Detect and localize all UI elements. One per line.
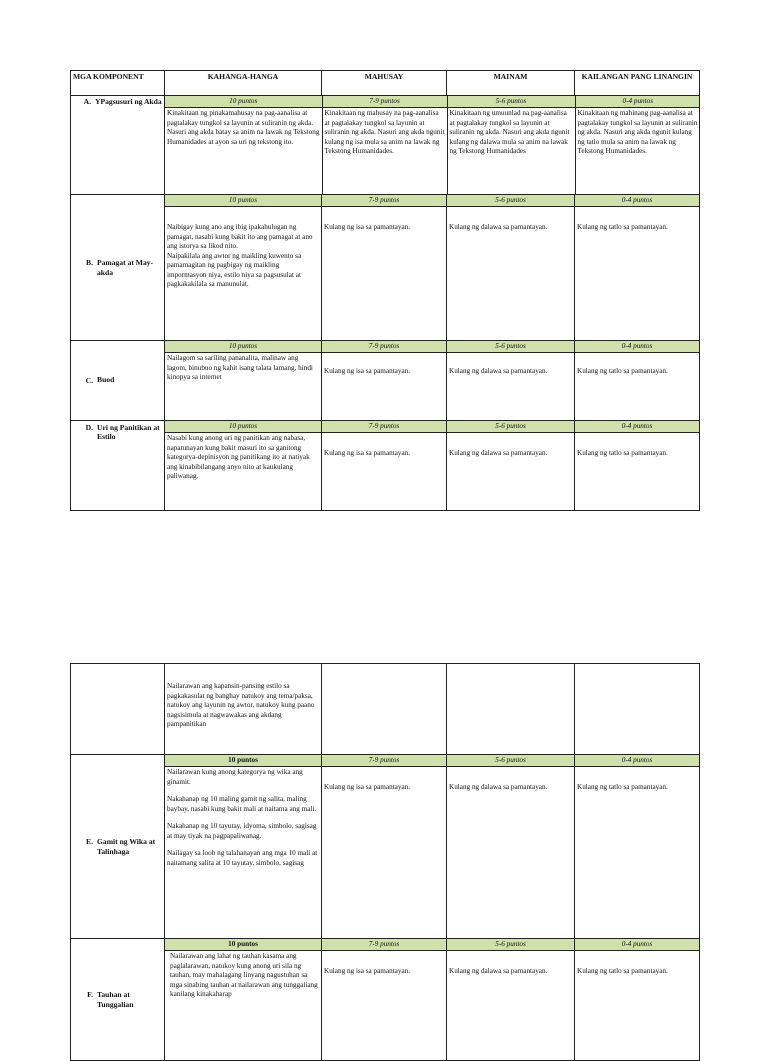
desc-f-level-4: Kulang ng tatlo sa pamantayan.	[575, 951, 700, 1061]
rubric-row-e	[71, 767, 700, 939]
desc-a-level-3: Kinakitaan ng umuunlad na pag-aanalisa at pagtalakay tungkol sa layunin at suliranin ng akda. Nasuri ang akda ngunit kulang ng dalawa mula sa anim na lawak ng Tekstong Humanidades	[447, 108, 575, 194]
desc-d-level-2: Kulang ng isa sa pamantayan.	[322, 433, 447, 511]
component-letter: F.	[87, 990, 93, 1000]
points-level-1: 10 puntos	[165, 341, 322, 353]
component-letter: B.	[86, 258, 93, 268]
points-level-4: 0-4 puntos	[575, 421, 700, 433]
desc-a-level-4: Kinakitaan ng mahinang pag-aanalisa at pagtalakay tungkol sa layunin at suliranin ng akda. Nasuri ang akda ngunit kulang ng tatlo mula sa anim na lawak ng Tekstong Humanidades.	[577, 109, 698, 155]
component-name: Buod	[97, 375, 115, 384]
header-level-1: KAHANGA-HANGA	[165, 71, 322, 96]
points-row-b	[71, 195, 700, 207]
desc-a-level-2: Kinakitaan ng mahusay na pag-aanalisa at pagtalakay tungkol sa layunin at suliranin ng akda. Nasuri ang akda ngunit kulang ng isa mula sa anim na lawak ng Tekstong Humanidades.	[322, 108, 447, 194]
desc-b-level-4: Kulang ng tatlo sa pamantayan.	[575, 207, 700, 341]
points-level-3: 5-6 puntos	[447, 341, 575, 353]
header-component: MGA KOMPONENT	[71, 71, 165, 96]
desc-b-level-3: Kulang ng dalawa sa pamantayan.	[447, 207, 575, 341]
desc-c-level-3: Kulang ng dalawa sa pamantayan.	[447, 353, 575, 421]
component-cell-empty	[71, 664, 165, 755]
desc-a-level-1: Kinakitaan ng pinakamahusay na pag-aanalisa at pagtalakay tungkol sa layunin at suliranin ng akda. Nasuri ang akda batay sa anim na lawak ng Tekstong Humanidades at ayon sa uri ng tekstong ito.	[165, 108, 322, 194]
component-cell-e	[71, 755, 165, 939]
points-row-f	[71, 939, 700, 951]
component-letter: C.	[85, 376, 93, 385]
rubric-row-c	[71, 353, 700, 421]
component-cell-a	[71, 96, 165, 195]
rubric-row-b	[71, 207, 700, 341]
component-letter: A.	[83, 97, 91, 106]
component-name: Uri ng Panitikan at Estilo	[97, 423, 160, 442]
rubric-row-f	[71, 951, 700, 1061]
points-level-1: 10 puntos	[165, 939, 322, 951]
desc-d-level-3: Kulang ng dalawa sa pamantayan.	[447, 433, 575, 511]
points-level-3: 5-6 puntos	[447, 939, 575, 951]
component-cell-c	[71, 341, 165, 421]
points-level-4: 0-4 puntos	[575, 341, 700, 353]
points-row-e	[71, 755, 700, 767]
rubric-table-part-1	[70, 70, 700, 511]
desc-b-paragraph-2: Naipakilala ang awtor ng maikling kuwento sa pamamagitan ng pagbigay ng maikling impormasyon niya, estilo niya sa pagsusulat at pagkakakilala sa manunulat.	[167, 251, 302, 288]
header-level-4: KAILANGAN PANG LINANGIN	[575, 71, 700, 96]
desc-e-paragraph-3: Nakahanap ng 10 tayutay, idyoma, simbolo, sagisag at may tiyak na pagpapaliwanag.	[167, 822, 317, 840]
desc-d-level-1: Nasabi kung anong uri ng panitikan ang nabasa, napatunayan kung bakit masuri ito sa ganitong kategorya-depinisyon ng panitikang ito at natiyak ang kinabibilangang anyo nito at kaukulang paliwanag.	[165, 433, 322, 511]
rubric-row-d	[71, 433, 700, 511]
points-level-1: 10 puntos	[165, 96, 322, 108]
desc-e-paragraph-1: Nailarawan kung anong kategorya ng wika ang ginamit.	[167, 768, 303, 786]
points-row-d	[71, 421, 700, 433]
header-level-3: MAINAM	[447, 71, 575, 96]
points-level-4: 0-4 puntos	[575, 195, 700, 207]
desc-f-level-2: Kulang ng isa sa pamantayan.	[322, 951, 447, 1061]
points-level-3: 5-6 puntos	[447, 421, 575, 433]
component-cell-b	[71, 195, 165, 341]
empty-cell	[575, 664, 700, 755]
header-row	[71, 71, 700, 96]
desc-f-level-1: Nailarawan ang lahat ng tauhan kasama ang paglalarawan, natukoy kung anong uri sila ng tauhan, may mahalagang linyang nagustuhan sa mga sinabing tauhan at nailarawan ang tunggaliang kanilang kinakaharap	[165, 951, 322, 1061]
points-level-2: 7-9 puntos	[322, 421, 447, 433]
points-level-1: 10 puntos	[165, 421, 322, 433]
desc-e-level-3: Kulang ng dalawa sa pamantayan.	[447, 767, 575, 939]
points-level-2: 7-9 puntos	[322, 195, 447, 207]
points-level-2: 7-9 puntos	[322, 755, 447, 767]
desc-b-level-1	[165, 207, 322, 341]
component-name: Gamit ng Wika at Talinhaga	[97, 837, 156, 856]
points-level-2: 7-9 puntos	[322, 96, 447, 108]
component-name: Tauhan at Tunggalian	[97, 990, 134, 1009]
desc-d-continued: Nailarawan ang kapansin-pansing estilo sa pagkakasulat ng banghay natukoy ang tema/paksa, natukoy ang layunin ng awtor, natukoy kung paano nagsisimula at nagwawakas ang akdang pampanitikan	[165, 664, 322, 755]
points-strip	[165, 96, 700, 194]
rubric-row-d-continued	[71, 664, 700, 755]
desc-c-level-4: Kulang ng tatlo sa pamantayan.	[575, 353, 700, 421]
component-cell-d	[71, 421, 165, 511]
desc-e-paragraph-4: Nailagay sa loob ng talahanayan ang mga 10 mali at naitamang salita at 10 tayutay, simbolo, sagisag	[167, 849, 318, 867]
desc-e-level-4: Kulang ng tatlo sa pamantayan.	[575, 767, 700, 939]
desc-b-paragraph-1: Naibigay kung ano ang ibig ipakahulugan ng pamagat, nasabi kung bakit ito ang pamagat at ano ang istorya sa likod nito.	[167, 223, 313, 250]
component-name: YPagsusuri ng Akda	[95, 97, 162, 106]
empty-cell	[447, 664, 575, 755]
points-level-4: 0-4 puntos	[575, 755, 700, 767]
points-level-3: 5-6 puntos	[447, 96, 575, 108]
component-letter: E.	[86, 837, 93, 847]
empty-cell	[322, 664, 447, 755]
desc-d-level-4: Kulang ng tatlo sa pamantayan.	[575, 433, 700, 511]
rubric-row-a	[71, 96, 700, 195]
desc-e-level-2: Kulang ng isa sa pamantayan.	[322, 767, 447, 939]
desc-c-level-1: Nailagom sa sariling pananalita, malinaw ang lagom, binubuo ng kahit isang talata lamang, hindi kinopya sa internet	[165, 353, 322, 421]
points-level-3: 5-6 puntos	[447, 195, 575, 207]
points-level-4: 0-4 puntos	[575, 96, 700, 108]
component-letter: D.	[85, 423, 93, 432]
points-level-2: 7-9 puntos	[322, 939, 447, 951]
points-level-3: 5-6 puntos	[447, 755, 575, 767]
points-level-1: 10 puntos	[165, 755, 322, 767]
desc-f-level-3: Kulang ng dalawa sa pamantayan.	[447, 951, 575, 1061]
component-cell-f	[71, 939, 165, 1061]
desc-e-paragraph-2: Nakahanap ng 10 maling gamit ng salita, maling baybay, nasabi kung bakit mali at naitama ang mali.	[167, 795, 317, 813]
desc-b-level-2: Kulang ng isa sa pamantayan.	[322, 207, 447, 341]
header-level-2: MAHUSAY	[322, 71, 447, 96]
points-level-1: 10 puntos	[165, 195, 322, 207]
points-level-2: 7-9 puntos	[322, 341, 447, 353]
component-name: Pamagat at May-akda	[97, 258, 154, 277]
desc-c-level-2: Kulang ng isa sa pamantayan.	[322, 353, 447, 421]
points-row-c	[71, 341, 700, 353]
rubric-table-part-2	[70, 663, 700, 1061]
points-level-4: 0-4 puntos	[575, 939, 700, 951]
desc-e-level-1	[165, 767, 322, 939]
